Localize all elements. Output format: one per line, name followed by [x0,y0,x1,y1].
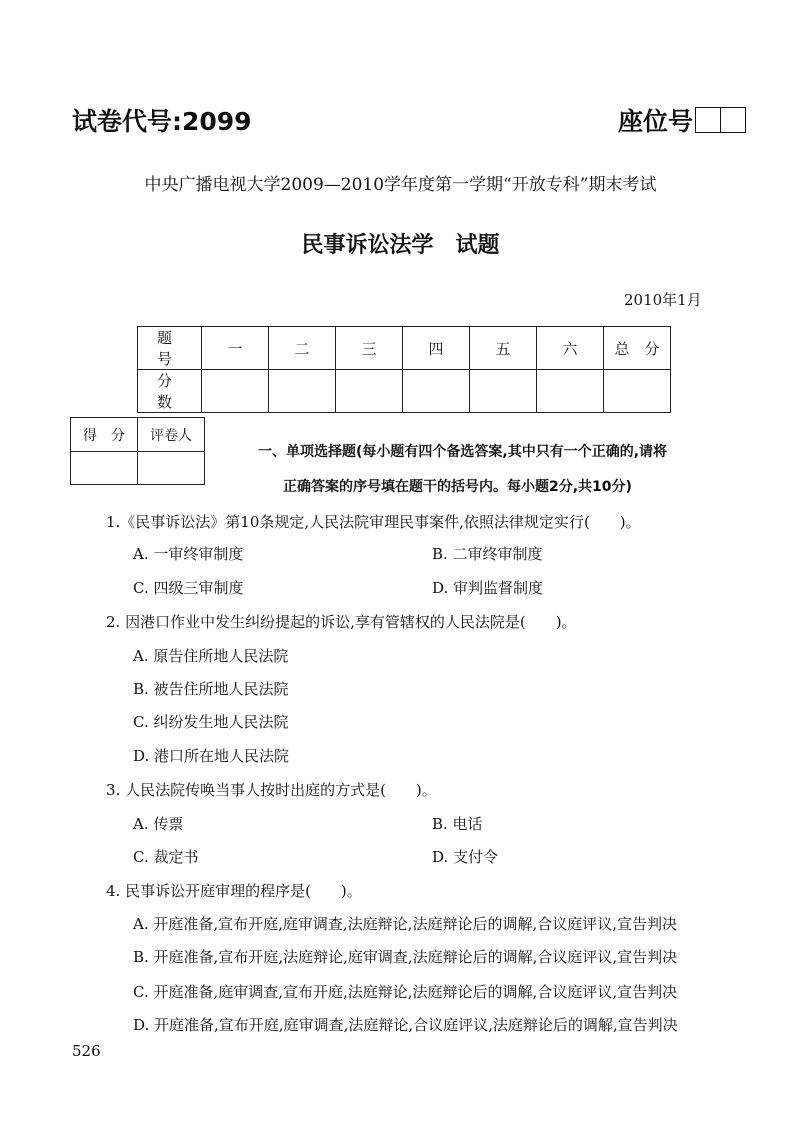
score-table [137,326,671,413]
score-table-cell: 六 [537,327,604,370]
question-option: B. 开庭准备,宣布开庭,法庭辩论,庭审调查,法庭辩论后的调解,合议庭评议,宣告判决 [133,948,678,966]
grader-name-cell[interactable] [138,452,205,485]
seat-number-label: 座位号 [618,107,694,136]
score-input-cell[interactable] [470,370,537,413]
exam-session-line: 中央广播电视大学2009—2010学年度第一学期“开放专科”期末考试 [144,175,657,195]
score-table-score-row [138,370,671,413]
section-heading-line2: 正确答案的序号填在题干的括号内。每小题2分,共10分) [283,479,632,495]
question-option: C. 开庭准备,庭审调查,宣布开庭,法庭辩论,法庭辩论后的调解,合议庭评议,宣告判决 [133,983,678,1001]
question-option: A. 开庭准备,宣布开庭,庭审调查,法庭辩论,法庭辩论后的调解,合议庭评议,宣告判决 [133,915,677,933]
grader-table-header-row [71,418,205,452]
question-stem: 3. 人民法院传唤当事人按时出庭的方式是( )。 [106,781,437,799]
grader-name-label: 评卷人 [138,418,205,452]
exam-date: 2010年1月 [624,291,702,309]
grader-score-label: 得 分 [71,418,138,452]
question-option: D. 开庭准备,宣布开庭,庭审调查,法庭辩论,合议庭评议,法庭辩论后的调解,宣告判决 [133,1016,678,1034]
grader-table-blank-row [71,452,205,485]
score-table-cell: 五 [470,327,537,370]
section-heading-line1: 一、单项选择题(每小题有四个备选答案,其中只有一个正确的,请将 [258,444,668,460]
question-option: D. 审判监督制度 [432,579,544,597]
question-option: A. 一审终审制度 [133,545,244,563]
question-stem: 2. 因港口作业中发生纠纷提起的诉讼,享有管辖权的人民法院是( )。 [106,613,577,631]
score-table-header-row [138,327,671,370]
question-option: C. 四级三审制度 [133,579,244,597]
question-option: D. 港口所在地人民法院 [133,747,290,765]
score-input-cell[interactable] [537,370,604,413]
seat-number [618,102,746,138]
score-table-cell: 四 [403,327,470,370]
question-option: C. 裁定书 [133,848,199,866]
page-number: 526 [72,1042,101,1060]
score-input-cell[interactable] [336,370,403,413]
question-option: B. 被告住所地人民法院 [133,680,289,698]
question-stem: 4. 民事诉讼开庭审理的程序是( )。 [106,882,362,900]
question-option: B. 电话 [432,815,483,833]
score-input-cell[interactable] [604,370,671,413]
exam-title: 民事诉讼法学 试题 [301,233,500,258]
grader-table [70,417,205,485]
question-option: D. 支付令 [432,848,499,866]
score-input-cell[interactable] [269,370,336,413]
score-input-cell[interactable] [403,370,470,413]
grader-score-cell[interactable] [71,452,138,485]
score-table-cell: 题 号 [138,327,202,370]
question-option: B. 二审终审制度 [432,545,543,563]
score-input-cell[interactable] [202,370,269,413]
score-table-cell: 分 数 [138,370,202,413]
seat-number-boxes [695,107,746,133]
question-option: A. 传票 [133,815,184,833]
score-table-cell: 二 [269,327,336,370]
question-stem: 1.《民事诉讼法》第10条规定,人民法院审理民事案件,依照法律规定实行( )。 [106,513,641,531]
question-option: A. 原告住所地人民法院 [133,647,289,665]
exam-code: 试卷代号:2099 [72,107,252,136]
score-table-cell: 一 [202,327,269,370]
score-table-cell: 总 分 [604,327,671,370]
score-table-cell: 三 [336,327,403,370]
seat-box [695,107,721,133]
question-option: C. 纠纷发生地人民法院 [133,713,289,731]
seat-box [721,107,746,133]
